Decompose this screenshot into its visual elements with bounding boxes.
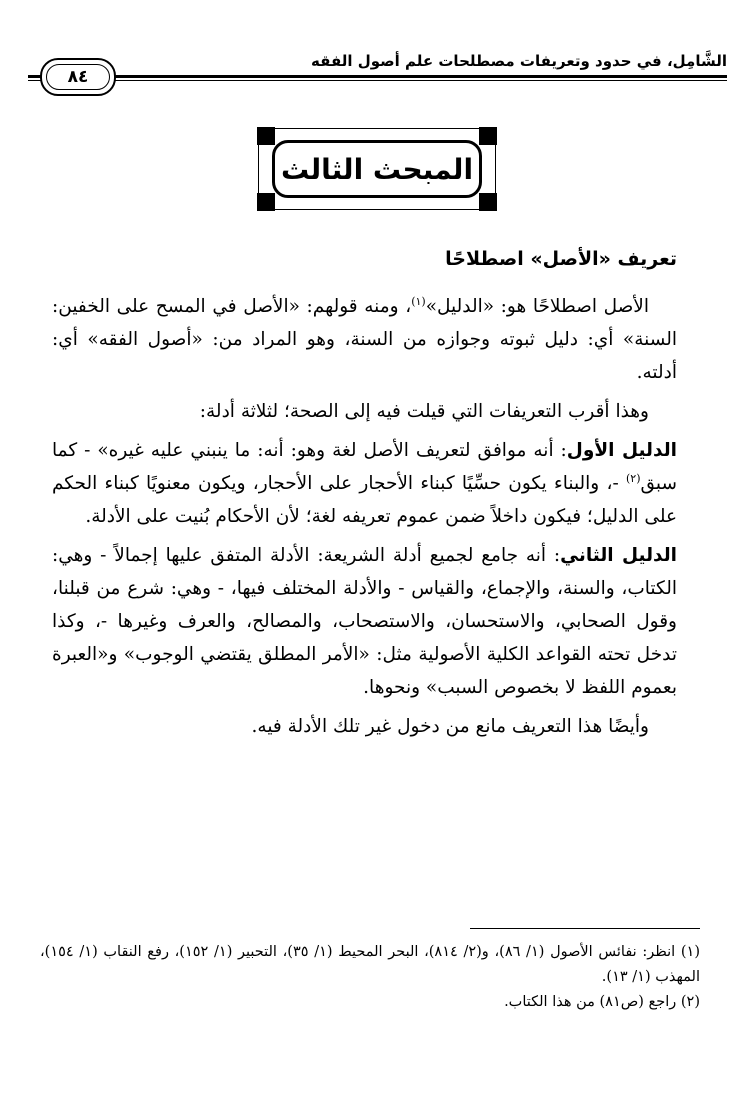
paragraph-3 bbox=[52, 434, 677, 533]
second-evidence-label: الدليل الثاني bbox=[560, 545, 677, 566]
paragraph-3-text-b: -، والبناء يكون حسِّيًا كبناء الأحجار على الأحجار، ويكون معنويًا كبناء الحكم على الدليل؛ فيكون داخلاً ضمن عموم تعريفه لغة؛ لأن الأحكام بُنيت على الأدلة. bbox=[52, 473, 677, 527]
page-header bbox=[28, 50, 727, 100]
paragraph-1-text-b: ، ومنه قولهم: «الأصل في المسح على الخفين: السنة» أي: دليل ثبوته وجوازه من السنة، وهو المراد من: «أصول الفقه» أي: أدلته. bbox=[52, 296, 677, 383]
page-number: ٨٤ bbox=[46, 64, 110, 90]
footnotes bbox=[40, 940, 700, 1015]
page-number-frame bbox=[40, 58, 116, 96]
header-rule-thin bbox=[28, 80, 727, 81]
paragraph-1-text-a: الأصل اصطلاحًا هو: «الدليل» bbox=[425, 296, 649, 317]
paragraph-1 bbox=[52, 290, 677, 389]
section-title: المبحث الثالث bbox=[272, 140, 482, 198]
section-title-frame bbox=[258, 128, 496, 210]
paragraph-4-text: : أنه جامع لجميع أدلة الشريعة: الأدلة المتفق عليها إجمالاً - وهي: الكتاب، والسنة، والإجماع، والقياس - والأدلة المختلف فيها، - وهي: شرع من قبلنا، وقول الصحابي، والاستحسان، والاستصحاب، والمصالح، والعرف وغيرها -، وكذا تدخل تحته القواعد الكلية الأصولية مثل: «الأمر المطلق يقتضي الوجوب» و«العبرة بعموم اللفظ لا بخصوص السبب» ونحوها. bbox=[52, 545, 677, 698]
frame-corner-ornament bbox=[479, 193, 497, 211]
paragraph-4 bbox=[52, 539, 677, 704]
footnote-ref-2: (٢) bbox=[625, 471, 641, 485]
footnote-ref-1: (١) bbox=[411, 294, 426, 308]
footnote-separator bbox=[470, 928, 700, 929]
footnote-2: (٢) راجع (ص٨١) من هذا الكتاب. bbox=[504, 994, 700, 1010]
first-evidence-label: الدليل الأول bbox=[566, 440, 677, 461]
header-rule-thick bbox=[28, 75, 727, 78]
paragraph-3-text-a: : أنه موافق لتعريف الأصل لغة وهو: أنه: ما ينبني عليه غيره» - كما سبق bbox=[52, 440, 677, 494]
body-text bbox=[52, 290, 677, 743]
paragraph-2: وهذا أقرب التعريفات التي قيلت فيه إلى الصحة؛ لثلاثة أدلة: bbox=[199, 401, 649, 422]
frame-corner-ornament bbox=[257, 127, 275, 145]
paragraph-5: وأيضًا هذا التعريف مانع من دخول غير تلك الأدلة فيه. bbox=[251, 716, 649, 737]
footnote-1: (١) انظر: نفائس الأصول (١/ ٨٦)، و(٢/ ٨١٤)، البحر المحيط (١/ ٣٥)، التحبير (١/ ١٥٢)، رفع النقاب (١/ ١٥٤)، المهذب (١/ ١٣). bbox=[40, 944, 700, 985]
frame-corner-ornament bbox=[479, 127, 497, 145]
frame-corner-ornament bbox=[257, 193, 275, 211]
subheading: تعريف «الأصل» اصطلاحًا bbox=[445, 248, 677, 270]
running-title: الشَّامِل، في حدود وتعريفات مصطلحات علم أصول الفقه bbox=[311, 52, 727, 70]
